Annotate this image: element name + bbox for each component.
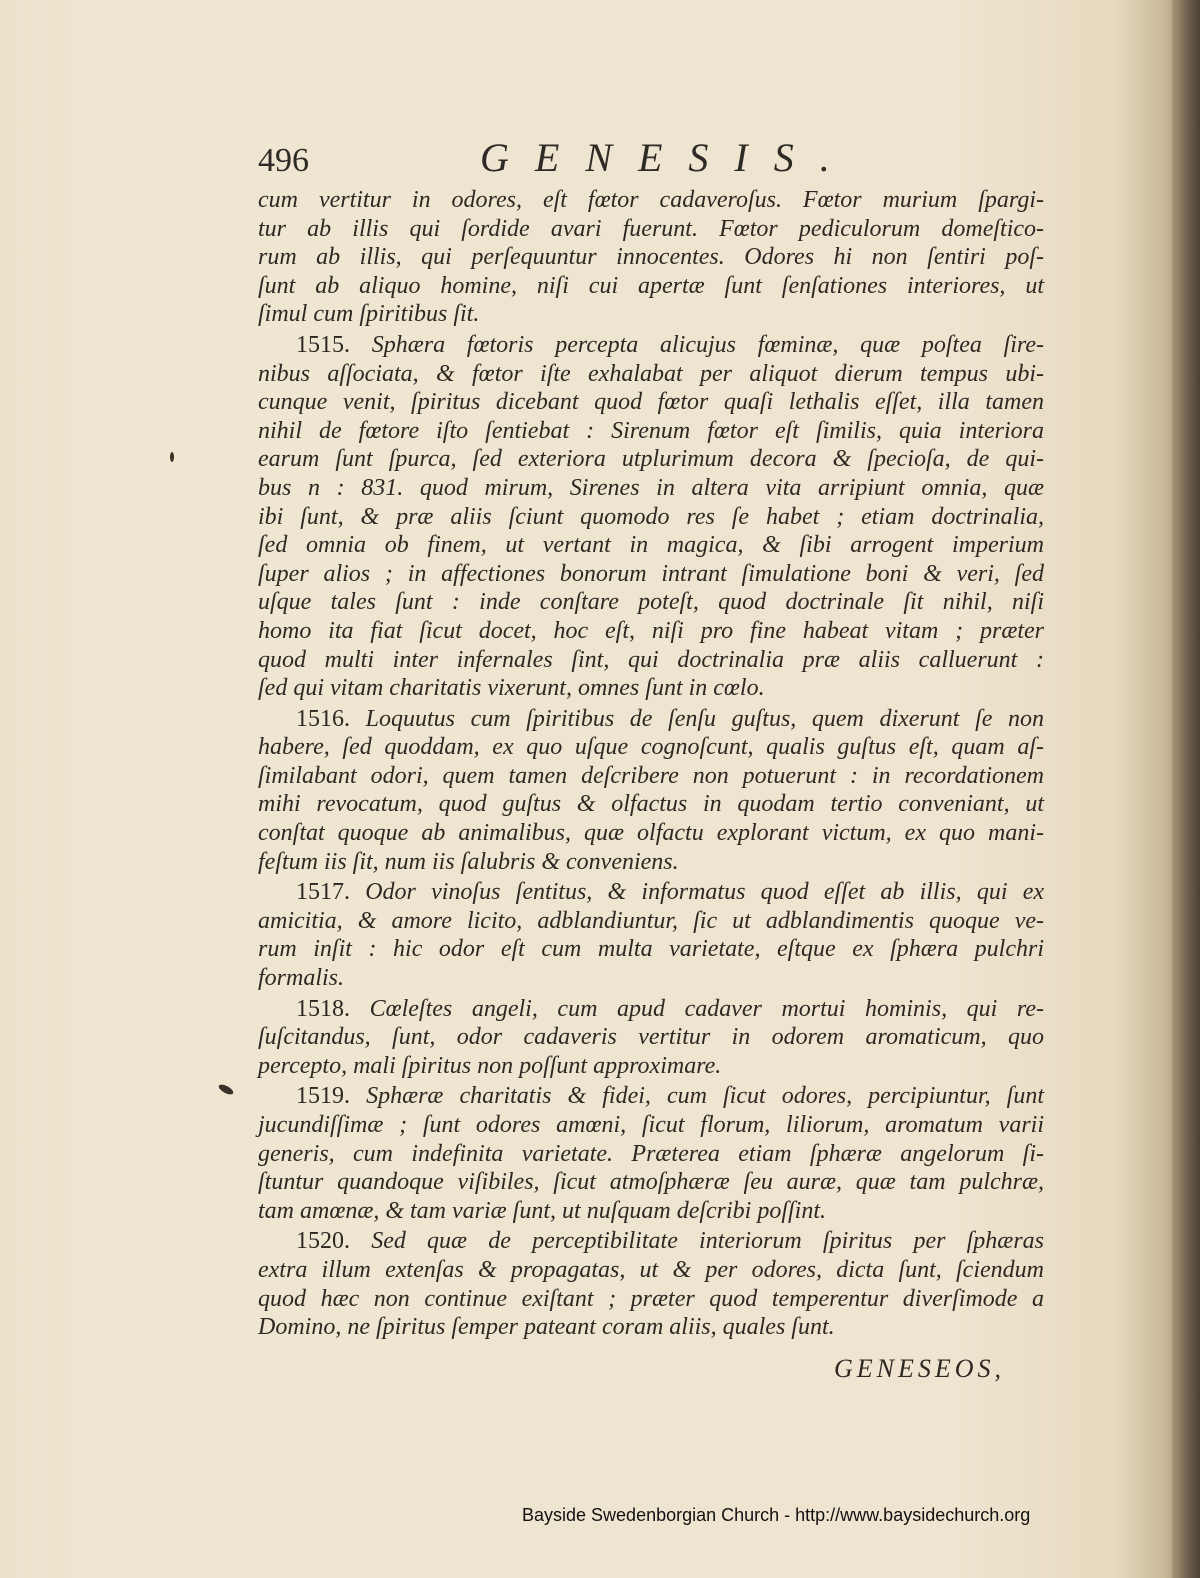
text-line: [258, 1052, 1044, 1081]
text-line: [258, 907, 1044, 936]
text-line: [258, 935, 1044, 964]
paragraph: [258, 995, 1044, 1081]
text-line: [258, 1140, 1044, 1169]
text-line: [258, 417, 1044, 446]
text-line: [258, 445, 1044, 474]
text-line: [258, 1227, 1044, 1256]
text-line: [258, 790, 1044, 819]
paragraph-number: 1517.: [296, 879, 350, 906]
text-line: [258, 588, 1044, 617]
paragraph: [258, 705, 1044, 877]
line-text: feſtum iis ſit, num iis ſalubris & conveniens.: [258, 848, 679, 875]
paragraph: [258, 1227, 1044, 1341]
text-line: [258, 300, 1044, 329]
paragraph: [258, 878, 1044, 992]
line-text: ſuſcitandus, ſunt, odor cadaveris vertitur in odorem aromaticum, quo: [258, 1024, 1044, 1051]
text-line: [258, 1285, 1044, 1314]
ink-speck: [217, 1083, 234, 1097]
line-text: Cœleſtes angeli, cum apud cadaver mortui hominis, qui re-: [369, 995, 1044, 1022]
line-text: tur ab illis qui ſordide avari fuerunt. Fœtor pediculorum domeſtico-: [258, 215, 1044, 242]
text-line: [258, 705, 1044, 734]
line-text: amicitia, & amore licito, adblandiuntur, ſic ut adblandimentis quoque ve-: [258, 907, 1044, 934]
line-text: tam amœnæ, & tam variæ ſunt, ut nuſquam deſcribi poſſint.: [258, 1197, 827, 1224]
paragraph-number: 1520.: [296, 1228, 350, 1255]
body-text: [258, 186, 1044, 1344]
line-text: ſuper alios ; in affectiones bonorum intrant ſimulatione boni & veri, ſed: [258, 560, 1044, 587]
line-text: generis, cum indefinita varietate. Præterea etiam ſphæræ angelorum ſi-: [258, 1140, 1044, 1167]
line-text: rum inſit : hic odor eſt cum multa varietate, eſtque ex ſphæra pulchri: [258, 936, 1044, 963]
text-line: [258, 503, 1044, 532]
line-text: Sphæra fœtoris percepta alicujus fœminæ, quæ poſtea ſire-: [371, 331, 1045, 358]
text-line: [258, 272, 1044, 301]
page-header: [258, 134, 1048, 184]
line-text: formalis.: [258, 965, 345, 992]
paragraph-number: 1519.: [296, 1083, 350, 1110]
text-line: [258, 1168, 1044, 1197]
text-line: [258, 878, 1044, 907]
text-line: [258, 646, 1044, 675]
ink-speck: [170, 452, 174, 462]
line-text: cunque venit, ſpiritus dicebant quod fœtor quaſi lethalis eſſet, illa tamen: [258, 389, 1044, 416]
book-binding-edge: [1172, 0, 1200, 1578]
line-text: ſed omnia ob finem, ut vertant in magica, & ſibi arrogent imperium: [258, 532, 1044, 559]
line-text: ſed qui vitam charitatis vixerunt, omnes ſunt in cœlo.: [258, 675, 765, 702]
text-line: [258, 243, 1044, 272]
line-text: bus n : 831. quod mirum, Sirenes in altera vita arripiunt omnia, quæ: [258, 474, 1044, 501]
paragraph: [258, 186, 1044, 329]
text-line: [258, 331, 1044, 360]
line-text: quod multi inter infernales ſint, qui doctrinalia præ aliis calluerunt :: [258, 646, 1044, 673]
line-text: ſtuntur quandoque viſibiles, ſicut atmoſphæræ ſeu auræ, quæ tam pulchræ,: [258, 1169, 1044, 1196]
line-text: mihi revocatum, quod guſtus & olfactus in quodam tertio conveniant, ut: [258, 791, 1044, 818]
text-line: [258, 848, 1044, 877]
paragraph-number: 1515.: [296, 331, 350, 358]
line-text: jucundiſſimæ ; ſunt odores amœni, ſicut florum, liliorum, aromatum varii: [258, 1112, 1044, 1138]
line-text: ibi ſunt, & præ aliis ſciunt quomodo res ſe habet ; etiam doctrinalia,: [258, 503, 1044, 530]
text-line: [258, 1313, 1044, 1342]
text-line: [258, 531, 1044, 560]
line-text: Loquutus cum ſpiritibus de ſenſu guſtus, quem dixerunt ſe non: [365, 705, 1044, 732]
line-text: Sphæræ charitatis & fidei, cum ſicut odores, percipiuntur, ſunt: [366, 1083, 1045, 1110]
text-line: [258, 186, 1044, 215]
text-line: [258, 762, 1044, 791]
line-text: earum ſunt ſpurca, ſed exteriora utplurimum decora & ſpecioſa, de qui-: [258, 446, 1044, 473]
line-text: Sed quæ de perceptibilitate interiorum ſpiritus per ſphæras: [371, 1228, 1044, 1255]
line-text: quod hæc non continue exiſtant ; præter quod temperentur diverſimode a: [258, 1285, 1044, 1312]
page-number: 496: [258, 142, 309, 179]
line-text: homo ita fiat ſicut docet, hoc eſt, niſi pro fine habeat vitam ; præter: [258, 617, 1044, 644]
text-line: [258, 388, 1044, 417]
catchword: GENESEOS,: [834, 1354, 1006, 1383]
line-text: ſunt ab aliquo homine, niſi cui apertæ ſunt ſenſationes interiores, ut: [258, 272, 1044, 299]
text-line: [258, 995, 1044, 1024]
text-line: [258, 1197, 1044, 1226]
text-line: [258, 560, 1044, 589]
paragraph-number: 1518.: [296, 995, 350, 1022]
text-line: [258, 215, 1044, 244]
line-text: nihil de fœtore iſto ſentiebat : Sirenum fœtor eſt ſimilis, quia interiora: [258, 417, 1044, 444]
text-line: [258, 474, 1044, 503]
text-line: [258, 733, 1044, 762]
line-text: ſimilabant odori, quem tamen deſcribere non potuerunt : in recordationem: [258, 762, 1044, 789]
line-text: uſque tales ſunt : inde conſtare poteſt, quod doctrinale ſit nihil, niſi: [258, 589, 1044, 616]
line-text: cum vertitur in odores, eſt fœtor cadaveroſus. Fœtor murium ſpargi-: [258, 187, 1044, 213]
line-text: habere, ſed quoddam, ex quo uſque cognoſcunt, qualis guſtus eſt, quam aſ-: [258, 734, 1044, 761]
text-line: [258, 1256, 1044, 1285]
line-text: rum ab illis, qui perſequuntur innocentes. Odores hi non ſentiri poſ-: [258, 244, 1044, 271]
line-text: Odor vinoſus ſentitus, & informatus quod eſſet ab illis, qui ex: [365, 879, 1045, 906]
line-text: nibus aſſociata, & fœtor iſte exhalabat per aliquot dierum tempus ubi-: [258, 360, 1044, 387]
line-text: extra illum extenſas & propagatas, ut & per odores, dicta ſunt, ſciendum: [258, 1256, 1044, 1283]
text-line: [258, 819, 1044, 848]
line-text: Domino, ne ſpiritus ſemper pateant coram aliis, quales ſunt.: [258, 1314, 835, 1341]
text-line: [258, 674, 1044, 703]
text-line: [258, 964, 1044, 993]
text-line: [258, 1111, 1044, 1140]
paragraph: [258, 1082, 1044, 1225]
text-line: [258, 1082, 1044, 1111]
text-line: [258, 360, 1044, 389]
line-text: ſimul cum ſpiritibus ſit.: [258, 301, 480, 328]
line-text: conſtat quoque ab animalibus, quæ olfactu explorant victum, ex quo mani-: [258, 820, 1044, 847]
paragraph: [258, 331, 1044, 703]
paragraph-number: 1516.: [296, 705, 350, 732]
running-head: GENESIS.: [480, 135, 856, 180]
text-line: [258, 617, 1044, 646]
text-line: [258, 1023, 1044, 1052]
line-text: percepto, mali ſpiritus non poſſunt approximare.: [258, 1052, 722, 1079]
watermark-caption: Bayside Swedenborgian Church - http://www.baysidechurch.org: [522, 1505, 1031, 1525]
